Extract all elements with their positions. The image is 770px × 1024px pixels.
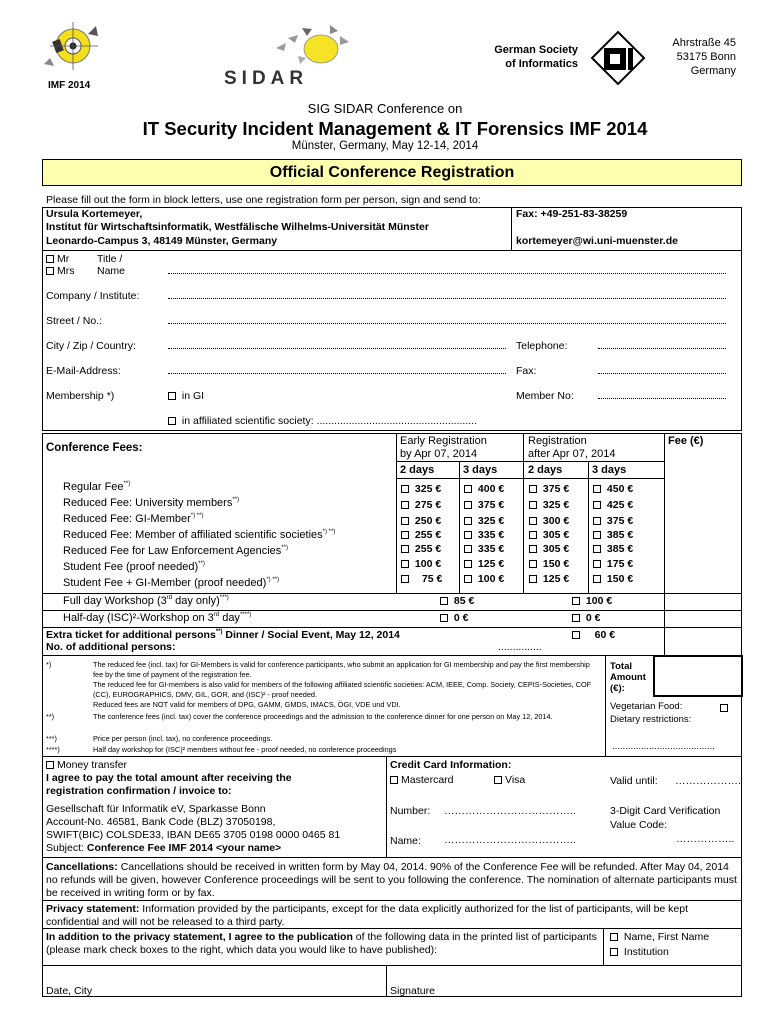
fee-option[interactable]: 100 € (401, 558, 441, 570)
vegetarian-label: Vegetarian Food: (610, 701, 683, 712)
fee-column-header: Fee (€) (668, 435, 704, 447)
telephone-label: Telephone: (516, 340, 568, 352)
cancellation-text: Cancellations: Cancellations should be received in written form by May 04, 2014. 90% of the Conference Fee will be refunded. After May 04, 2014 no refunds will be given, however Conference proceedings will be sent to you following the conference. The nomination of alternate participants must be received in writing form or by fax. (46, 861, 737, 899)
publish-name-checkbox[interactable] (610, 933, 618, 941)
visa-checkbox[interactable] (494, 776, 502, 784)
note-mark: *) (46, 660, 52, 669)
fee-row-university: Reduced Fee: University members**) (63, 497, 240, 509)
form-title: Official Conference Registration (42, 159, 742, 186)
in-gi-option[interactable]: in GI (168, 390, 204, 402)
signature-label: Signature (390, 985, 435, 997)
additional-persons-field[interactable]: ............... (498, 641, 542, 653)
recipient-fax: Fax: +49-251-83-38259 (516, 208, 628, 220)
money-transfer-option[interactable]: Money transfer (46, 759, 127, 771)
note-text: Price per person (incl. tax), no conference proceedings. (93, 734, 273, 743)
additional-persons-label: No. of additional persons: (46, 641, 176, 653)
fee-option[interactable]: 375 € (464, 499, 504, 511)
membership-label: Membership *) (46, 390, 115, 402)
instructions: Please fill out the form in block letters, use one registration form per person, sign and send to: (46, 194, 481, 206)
cvc-label-line1: 3-Digit Card Verification (610, 805, 721, 817)
valid-until-field[interactable]: ………………. (675, 775, 741, 787)
name-field[interactable] (168, 273, 726, 274)
member-no-label: Member No: (516, 390, 574, 402)
sidar-label: SIDAR (224, 68, 309, 89)
fee-row-student: Student Fee (proof needed)**) (63, 561, 205, 573)
fee-option[interactable]: 325 € (401, 483, 441, 495)
cvc-field[interactable]: …………….. (676, 833, 735, 845)
note-text: Reduced fees are NOT valid for members of DPG, GAMM, GMDS, IMACS, ÖGI, VDE und VDI. (93, 700, 401, 709)
fee-option[interactable]: 375 € (593, 515, 633, 527)
fee-option[interactable]: 255 € (401, 529, 441, 541)
late-registration-line2: after Apr 07, 2014 (528, 448, 616, 460)
total-label-line3: (€): (610, 683, 625, 694)
late-registration-line1: Registration (528, 435, 587, 447)
total-label-line1: Total (610, 661, 632, 672)
city-field[interactable] (168, 348, 506, 349)
mrs-checkbox[interactable] (46, 267, 54, 275)
conference-place: Münster, Germany, May 12-14, 2014 (291, 140, 479, 152)
workshop-full-early[interactable]: 85 € (440, 595, 474, 607)
late-3days-header: 3 days (592, 464, 627, 476)
fee-option[interactable]: 325 € (464, 515, 504, 527)
card-name-label: Name: (390, 835, 421, 847)
valid-until-label: Valid until: (610, 775, 658, 787)
fee-option[interactable]: 255 € (401, 543, 441, 555)
street-field[interactable] (168, 323, 726, 324)
gi-name-line2: of Informatics (505, 58, 578, 70)
bank-line1: Gesellschaft für Informatik eV, Sparkasse Bonn (46, 803, 266, 815)
personal-section (42, 251, 742, 431)
bank-line3: SWIFT(BIC) COLSDE33, IBAN DE65 3705 0198 0000 0465 81 (46, 829, 341, 841)
mr-option[interactable]: Mr (46, 253, 69, 265)
fee-row-affiliated: Reduced Fee: Member of affiliated scientific societies*) **) (63, 529, 336, 541)
member-no-field[interactable] (598, 398, 726, 399)
date-city-field[interactable] (43, 966, 385, 996)
credit-card-heading: Credit Card Information: (390, 759, 512, 771)
money-transfer-checkbox[interactable] (46, 761, 54, 769)
fee-row-law-enforcement: Reduced Fee for Law Enforcement Agencies**) (63, 545, 288, 557)
fee-option[interactable]: 150 € (529, 558, 569, 570)
gi-logo-icon (590, 30, 646, 86)
cvc-label-line2: Value Code: (610, 819, 668, 831)
imf-logo (40, 18, 102, 80)
city-label: City / Zip / Country: (46, 340, 136, 352)
fee-option[interactable]: 300 € (529, 515, 569, 527)
note-mark: **) (46, 712, 55, 721)
vegetarian-checkbox[interactable] (720, 702, 731, 714)
fee-row-student-gi: Student Fee + GI-Member (proof needed)*) **) (63, 577, 279, 589)
fee-option[interactable]: 75 € (401, 573, 442, 585)
visa-option[interactable]: Visa (494, 774, 525, 786)
early-2days-header: 2 days (400, 464, 435, 476)
workshop-half-label: Half-day (ISC)²-Workshop on 3rd day****) (63, 612, 252, 624)
publish-institution-checkbox[interactable] (610, 948, 618, 956)
dietary-label: Dietary restrictions: (610, 714, 692, 725)
title-label: Title / (97, 253, 123, 265)
affiliated-option[interactable]: in affiliated scientific society: ....................................................... (168, 415, 477, 427)
imf-logo-icon (40, 18, 102, 80)
note-mark: ***) (46, 734, 57, 743)
dietary-field[interactable]: ....................................... (612, 741, 715, 752)
workshop-half-late[interactable]: 0 € (572, 612, 601, 624)
publish-name-option[interactable]: Name, First Name (610, 931, 709, 943)
fee-option[interactable]: 250 € (401, 515, 441, 527)
name-label: Name (97, 265, 126, 277)
fee-option[interactable]: 150 € (593, 573, 633, 585)
mr-checkbox[interactable] (46, 255, 54, 263)
workshop-full-late[interactable]: 100 € (572, 595, 612, 607)
conference-title: IT Security Incident Management & IT Forensics IMF 2014 (142, 118, 648, 139)
extra-ticket-option[interactable]: 60 € (572, 629, 615, 641)
date-city-label: Date, City (46, 985, 93, 997)
recipient-name: Ursula Kortemeyer, (46, 208, 143, 220)
early-registration-line1: Early Registration (400, 435, 487, 447)
fee-option[interactable]: 125 € (464, 558, 504, 570)
fax-field[interactable] (598, 373, 726, 374)
subject-line: Subject: Conference Fee IMF 2014 <your name> (46, 842, 282, 854)
workshop-half-early[interactable]: 0 € (440, 612, 469, 624)
fee-option[interactable]: 100 € (464, 573, 504, 585)
agree-line1: I agree to pay the total amount after receiving the (46, 772, 292, 784)
extra-ticket-label: Extra ticket for additional persons**) Dinner / Social Event, May 12, 2014 (46, 629, 400, 641)
mrs-option[interactable]: Mrs (46, 265, 75, 277)
gi-address-line2: 53175 Bonn (676, 51, 736, 63)
gi-logo (590, 30, 646, 86)
fee-option[interactable]: 325 € (529, 499, 569, 511)
recipient-email: kortemeyer@wi.uni-muenster.de (516, 235, 678, 247)
recipient-institute: Institut für Wirtschaftsinformatik, Westfälische Wilhelms-Universität Münster (46, 221, 429, 233)
in-gi-checkbox[interactable] (168, 392, 176, 400)
bank-line2: Account-No. 46581, Bank Code (BLZ) 37050198, (46, 816, 276, 828)
fee-option[interactable]: 305 € (529, 543, 569, 555)
mastercard-option[interactable]: Mastercard (390, 774, 454, 786)
fee-option[interactable]: 400 € (464, 483, 504, 495)
fee-row-regular: Regular Fee**) (63, 481, 131, 493)
fee-option[interactable]: 425 € (593, 499, 633, 511)
fee-option[interactable]: 275 € (401, 499, 441, 511)
note-text: The conference fees (incl. tax) cover the conference proceedings and the admission to the conference dinner for one person on May 12, 2014. (93, 712, 553, 721)
gi-address-line1: Ahrstraße 45 (672, 37, 736, 49)
early-3days-header: 3 days (463, 464, 498, 476)
card-name-field[interactable]: ……………………………….. (444, 834, 576, 846)
fee-row-gi-member: Reduced Fee: GI-Member*) **) (63, 513, 204, 525)
total-label-line2: Amount (610, 672, 646, 683)
privacy-text: Privacy statement: Information provided by the participants, except for the data explicitly authorized for the list of participants, will be kept confidential and will not be released to a third party. (46, 903, 689, 928)
gi-name-line1: German Society (494, 44, 578, 56)
card-number-field[interactable]: ……………………………….. (444, 805, 576, 817)
telephone-field[interactable] (598, 348, 726, 349)
workshop-full-label: Full day Workshop (3rd day only)***) (63, 595, 229, 607)
publish-institution-option[interactable]: Institution (610, 946, 669, 958)
fees-heading: Conference Fees: (46, 442, 143, 454)
email-label: E-Mail-Address: (46, 365, 121, 377)
late-2days-header: 2 days (528, 464, 563, 476)
fee-option[interactable]: 125 € (529, 573, 569, 585)
conference-subtitle: SIG SIDAR Conference on (307, 101, 463, 116)
card-number-label: Number: (390, 805, 431, 817)
note-text: Half day workshop for (ISC)² members without fee - proof needed, no conference proceedings (93, 745, 397, 754)
gi-address-line3: Germany (690, 65, 736, 77)
fee-option[interactable]: 305 € (529, 529, 569, 541)
street-label: Street / No.: (46, 315, 103, 327)
signature-field[interactable] (387, 966, 741, 996)
fee-option[interactable]: 335 € (464, 529, 504, 541)
fee-option[interactable]: 335 € (464, 543, 504, 555)
fee-option[interactable]: 375 € (529, 483, 569, 495)
note-text: The reduced fee (incl. tax) for GI-Members is valid for conference participants, who submit an application for GI membership and pay the first membership fee by the time of payment of the registration fee. (93, 660, 590, 679)
fee-option[interactable]: 175 € (593, 558, 633, 570)
imf-label: IMF 2014 (48, 80, 91, 91)
note-mark: ****) (46, 745, 60, 754)
recipient-address: Leonardo-Campus 3, 48149 Münster, Germany (46, 235, 278, 247)
fax-label: Fax: (516, 365, 537, 377)
publication-text: In addition to the privacy statement, I agree to the publication of the following data in the printed list of participants (please mark check boxes to the right, which data you would like to have published): (46, 931, 597, 956)
note-text: The reduced fee for GI-members is also valid for members of the following affiliated scientific societies: ACM, IEEE, Comp. Society, CEPIS-Societies, COF (CC), EUROGRAPHICS, DMV, GIL, GOR, and (ISC)² - proof needed. (93, 680, 592, 699)
fee-option[interactable]: 385 € (593, 529, 633, 541)
company-label: Company / Institute: (46, 290, 140, 302)
fee-option[interactable]: 385 € (593, 543, 633, 555)
affiliated-checkbox[interactable] (168, 417, 176, 425)
sidar-logo-icon (268, 20, 360, 70)
total-amount-field[interactable] (653, 655, 743, 697)
email-field[interactable] (168, 373, 506, 374)
company-field[interactable] (168, 298, 726, 299)
early-registration-line2: by Apr 07, 2014 (400, 448, 478, 460)
agree-line2: registration confirmation / invoice to: (46, 785, 232, 797)
fee-option[interactable]: 450 € (593, 483, 633, 495)
mastercard-checkbox[interactable] (390, 776, 398, 784)
